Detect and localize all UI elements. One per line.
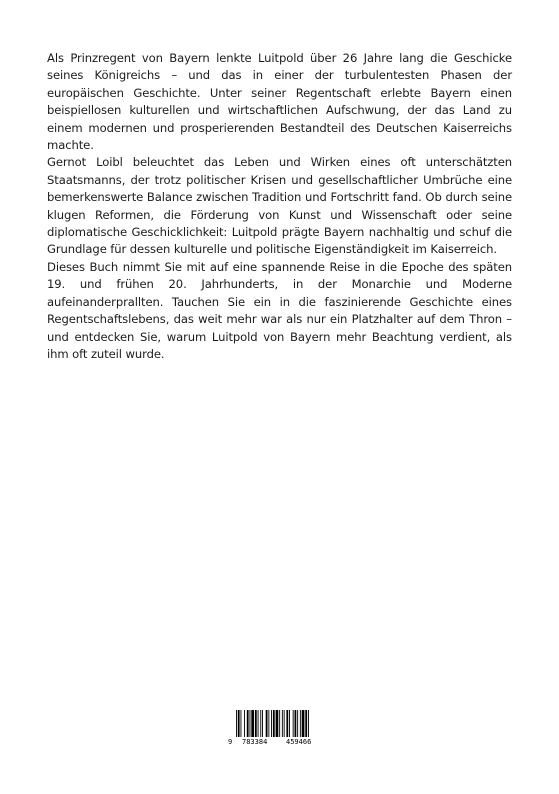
barcode-digits-group-2: 459466 <box>286 738 312 746</box>
barcode-bar <box>262 710 263 737</box>
barcode-bar <box>271 710 272 737</box>
barcode-digit-prefix: 9 <box>228 738 233 746</box>
barcode-bar <box>305 710 307 737</box>
barcode-bar <box>250 710 251 737</box>
barcode-bar <box>282 710 283 737</box>
barcode-bar <box>260 710 261 737</box>
barcode-bar <box>241 710 242 737</box>
barcode-bar <box>286 710 288 737</box>
blurb-paragraph-2: Gernot Loibl beleuchtet das Leben und Wirken eines oft unterschätzten Staatsmanns, der trotz politischer Krisen und gesellschaftlicher Umbrüche eine bemerkenswerte Balance zwischen Tradition und Fortschritt fand. Ob durch seine klugen Reformen, die Förderung von Kunst und Wissenschaft oder seine diplomatische Geschicklichkeit: Luitpold prägte Bayern nachhaltig und schuf die Grundlage für dessen kulturelle und politische Eigenständigkeit im Kaiserreich. <box>47 155 512 257</box>
blurb-paragraph-1: Als Prinzregent von Bayern lenkte Luitpold über 26 Jahre lang die Geschicke seines Königreichs – und das in einer der turbulentesten Phasen der europäischen Geschichte. Unter seiner Regentschaft erlebte Bayern einen beispiellosen kulturellen und wirtschaftlichen Aufschwung, der das Land zu einem modernen und prosperierenden Bestandteil des Deutschen Kaiserreichs machte. <box>47 51 512 153</box>
barcode-bar <box>266 710 268 737</box>
barcode-bar <box>289 710 290 737</box>
barcode-bar <box>293 710 294 737</box>
barcode-bar <box>295 710 297 737</box>
barcode-bar <box>284 710 285 737</box>
barcode-bar <box>268 710 269 737</box>
barcode-bar <box>258 710 259 737</box>
barcode-bar <box>297 710 298 737</box>
barcode-number <box>228 737 333 748</box>
barcode-bar <box>302 710 305 737</box>
barcode-bar <box>255 710 257 737</box>
isbn-barcode <box>228 710 333 748</box>
barcode-bar <box>279 710 280 737</box>
blurb-text <box>47 50 512 363</box>
barcode-bar <box>300 710 301 737</box>
barcode-bar <box>244 710 245 737</box>
blurb-paragraph-3: Dieses Buch nimmt Sie mit auf eine spannende Reise in die Epoche des späten 19. und frühen 20. Jahrhunderts, in der Monarchie und Moderne aufeinanderprallten. Tauchen Sie ein in die faszinierende Geschichte eines Regentschaftslebens, das weit mehr war als nur ein Platzhalter auf dem Thron – und entdecken Sie, warum Luitpold von Bayern mehr Beachtung verdient, als ihm oft zuteil wurde. <box>47 259 512 361</box>
barcode-bar <box>251 710 254 737</box>
barcode-digits-group-1: 783384 <box>242 738 268 746</box>
barcode-bar <box>247 710 249 737</box>
barcode-bar <box>276 710 279 737</box>
